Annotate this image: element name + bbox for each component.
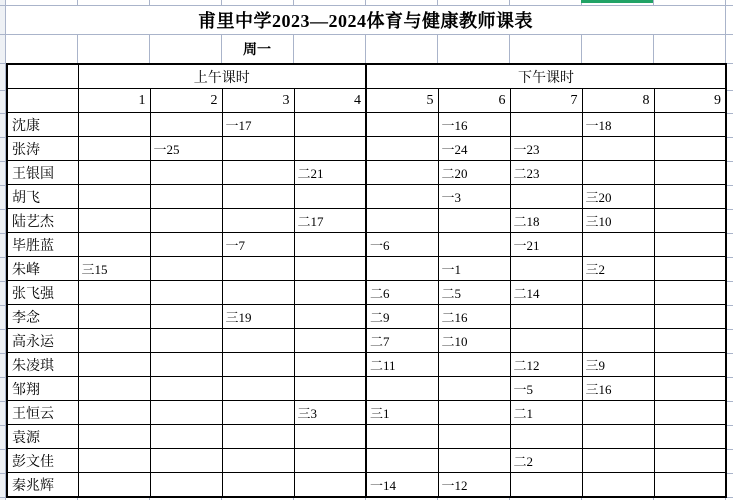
teacher-name-cell[interactable]: 王恒云 [7,401,78,425]
schedule-cell[interactable] [510,473,582,498]
schedule-cell[interactable] [654,329,726,353]
period-header-2[interactable]: 2 [150,89,222,113]
schedule-cell[interactable] [654,233,726,257]
schedule-cell[interactable] [654,257,726,281]
schedule-cell[interactable] [654,209,726,233]
schedule-cell[interactable] [78,137,150,161]
schedule-cell[interactable] [222,353,294,377]
schedule-cell[interactable] [78,209,150,233]
teacher-row [7,425,726,449]
schedule-cell[interactable] [366,209,438,233]
teacher-name-cell[interactable]: 张飞强 [7,281,78,305]
schedule-cell[interactable]: 三15 [78,257,150,281]
schedule-cell[interactable] [582,281,654,305]
schedule-cell[interactable]: 一12 [438,473,510,498]
schedule-cell[interactable] [438,449,510,473]
teacher-name-cell[interactable]: 毕胜蓝 [7,233,78,257]
teacher-row [7,161,726,185]
schedule-cell[interactable] [150,233,222,257]
schedule-cell[interactable] [222,329,294,353]
schedule-cell[interactable] [366,161,438,185]
teacher-row [7,257,726,281]
schedule-cell[interactable] [78,425,150,449]
schedule-cell[interactable] [438,233,510,257]
schedule-cell[interactable] [222,377,294,401]
timetable [6,63,727,498]
schedule-cell[interactable] [654,401,726,425]
schedule-cell[interactable] [366,185,438,209]
schedule-cell[interactable] [222,401,294,425]
schedule-cell[interactable] [294,257,366,281]
schedule-cell[interactable] [654,425,726,449]
schedule-cell[interactable]: 二17 [294,209,366,233]
period-header-1[interactable]: 1 [78,89,150,113]
schedule-cell[interactable]: 二6 [366,281,438,305]
schedule-cell[interactable] [582,161,654,185]
section-header-row [7,64,726,89]
schedule-cell[interactable] [294,113,366,137]
schedule-cell[interactable] [582,329,654,353]
schedule-cell[interactable]: 一7 [222,233,294,257]
teacher-row [7,353,726,377]
schedule-cell[interactable] [294,473,366,498]
teacher-name-cell[interactable]: 李念 [7,305,78,329]
schedule-cell[interactable] [294,233,366,257]
teacher-name-cell[interactable]: 张涛 [7,137,78,161]
schedule-cell[interactable] [222,185,294,209]
teacher-name-cell[interactable]: 邹翔 [7,377,78,401]
schedule-cell[interactable] [78,449,150,473]
teacher-name-cell[interactable]: 朱凌琪 [7,353,78,377]
schedule-cell[interactable] [582,473,654,498]
morning-header[interactable]: 上午课时 [78,64,366,89]
schedule-cell[interactable] [438,425,510,449]
teacher-name-cell[interactable]: 陆艺杰 [7,209,78,233]
schedule-cell[interactable] [510,425,582,449]
schedule-cell[interactable]: 三3 [294,401,366,425]
period-header-6[interactable]: 6 [438,89,510,113]
schedule-cell[interactable] [150,185,222,209]
schedule-cell[interactable]: 二2 [510,449,582,473]
teacher-name-cell[interactable]: 高永运 [7,329,78,353]
teacher-row [7,377,726,401]
teacher-row [7,137,726,161]
schedule-cell[interactable] [294,281,366,305]
teacher-row [7,281,726,305]
period-header-8[interactable]: 8 [582,89,654,113]
schedule-cell[interactable]: 一14 [366,473,438,498]
schedule-cell[interactable] [582,425,654,449]
schedule-cell[interactable] [582,449,654,473]
weekday-label: 周一 [243,42,271,58]
schedule-cell[interactable]: 二10 [438,329,510,353]
schedule-cell[interactable] [366,449,438,473]
schedule-cell[interactable] [78,353,150,377]
schedule-cell[interactable] [78,281,150,305]
schedule-cell[interactable]: 二1 [510,401,582,425]
schedule-cell[interactable] [582,401,654,425]
schedule-cell[interactable]: 一3 [438,185,510,209]
schedule-cell[interactable] [654,473,726,498]
schedule-cell[interactable]: 一25 [150,137,222,161]
teacher-name-cell[interactable]: 秦兆辉 [7,473,78,498]
schedule-cell[interactable] [654,305,726,329]
schedule-cell[interactable]: 三20 [582,185,654,209]
schedule-cell[interactable] [366,377,438,401]
schedule-cell[interactable]: 二21 [294,161,366,185]
schedule-cell[interactable] [150,281,222,305]
teacher-name-cell[interactable]: 袁源 [7,425,78,449]
schedule-cell[interactable]: 一1 [438,257,510,281]
schedule-cell[interactable] [438,401,510,425]
schedule-cell[interactable] [366,257,438,281]
teacher-row [7,401,726,425]
sheet-title-cell[interactable] [6,6,725,34]
schedule-cell[interactable] [294,329,366,353]
schedule-cell[interactable] [150,113,222,137]
period-number-row [7,89,726,113]
schedule-cell[interactable] [222,473,294,498]
schedule-cell[interactable] [582,305,654,329]
schedule-cell[interactable]: 三9 [582,353,654,377]
teacher-name-cell[interactable]: 彭文佳 [7,449,78,473]
corner-cell[interactable] [7,64,78,89]
corner-cell-2[interactable] [7,89,78,113]
schedule-cell[interactable] [654,161,726,185]
schedule-cell[interactable] [150,377,222,401]
teacher-name-cell[interactable]: 朱峰 [7,257,78,281]
schedule-cell[interactable] [222,209,294,233]
schedule-cell[interactable] [510,257,582,281]
teacher-row [7,449,726,473]
schedule-cell[interactable]: 二14 [510,281,582,305]
selection-highlight [581,0,653,3]
schedule-cell[interactable] [222,425,294,449]
schedule-cell[interactable]: 二9 [366,305,438,329]
schedule-cell[interactable] [150,353,222,377]
period-header-7[interactable]: 7 [510,89,582,113]
schedule-cell[interactable] [510,185,582,209]
teacher-row [7,113,726,137]
schedule-cell[interactable] [654,185,726,209]
schedule-cell[interactable] [366,425,438,449]
schedule-cell[interactable] [150,329,222,353]
schedule-cell[interactable] [222,281,294,305]
schedule-cell[interactable]: 二16 [438,305,510,329]
schedule-cell[interactable]: 三19 [222,305,294,329]
schedule-cell[interactable]: 一23 [510,137,582,161]
schedule-cell[interactable] [78,161,150,185]
schedule-cell[interactable] [654,449,726,473]
schedule-cell[interactable] [510,305,582,329]
schedule-cell[interactable] [150,161,222,185]
sheet-title: 甫里中学2023—2024体育与健康教师课表 [198,11,533,31]
schedule-cell[interactable]: 三16 [582,377,654,401]
schedule-cell[interactable]: 二11 [366,353,438,377]
schedule-cell[interactable]: 二7 [366,329,438,353]
schedule-cell[interactable] [654,377,726,401]
schedule-cell[interactable] [366,137,438,161]
schedule-cell[interactable] [78,377,150,401]
schedule-cell[interactable] [78,329,150,353]
schedule-cell[interactable] [510,113,582,137]
schedule-cell[interactable] [582,137,654,161]
schedule-cell[interactable] [78,305,150,329]
teacher-name-cell[interactable]: 沈康 [7,113,78,137]
schedule-cell[interactable]: 一17 [222,113,294,137]
period-header-9[interactable]: 9 [654,89,726,113]
schedule-cell[interactable] [654,281,726,305]
teacher-row [7,185,726,209]
schedule-cell[interactable]: 二12 [510,353,582,377]
teacher-row [7,305,726,329]
schedule-cell[interactable] [510,329,582,353]
schedule-cell[interactable]: 一16 [438,113,510,137]
period-header-4[interactable]: 4 [294,89,366,113]
schedule-cell[interactable] [150,305,222,329]
teacher-row [7,233,726,257]
schedule-cell[interactable] [78,113,150,137]
schedule-cell[interactable]: 二18 [510,209,582,233]
schedule-cell[interactable] [222,161,294,185]
schedule-cell[interactable] [150,209,222,233]
schedule-cell[interactable] [150,449,222,473]
schedule-cell[interactable]: 一18 [582,113,654,137]
schedule-cell[interactable]: 三2 [582,257,654,281]
schedule-cell[interactable]: 二5 [438,281,510,305]
schedule-cell[interactable] [222,257,294,281]
schedule-cell[interactable] [78,473,150,498]
schedule-cell[interactable] [294,353,366,377]
schedule-cell[interactable] [78,233,150,257]
schedule-cell[interactable] [150,473,222,498]
schedule-cell[interactable] [294,305,366,329]
schedule-cell[interactable] [366,113,438,137]
afternoon-header[interactable]: 下午课时 [366,64,726,89]
schedule-cell[interactable] [222,137,294,161]
schedule-cell[interactable] [654,113,726,137]
schedule-cell[interactable]: 一5 [510,377,582,401]
schedule-cell[interactable]: 一21 [510,233,582,257]
schedule-cell[interactable] [438,353,510,377]
teacher-row [7,473,726,498]
schedule-cell[interactable] [150,257,222,281]
teacher-name-cell[interactable]: 王银国 [7,161,78,185]
schedule-cell[interactable] [654,137,726,161]
schedule-cell[interactable]: 一6 [366,233,438,257]
sheet-gridline-horizontal [0,34,733,35]
schedule-cell[interactable]: 三1 [366,401,438,425]
schedule-cell[interactable] [438,377,510,401]
schedule-cell[interactable]: 一24 [438,137,510,161]
schedule-cell[interactable]: 二20 [438,161,510,185]
schedule-cell[interactable] [294,425,366,449]
schedule-cell[interactable] [78,401,150,425]
weekday-cell[interactable] [221,34,293,63]
period-header-5[interactable]: 5 [366,89,438,113]
schedule-cell[interactable] [150,425,222,449]
teacher-name-cell[interactable]: 胡飞 [7,185,78,209]
schedule-cell[interactable] [222,449,294,473]
schedule-cell[interactable] [294,449,366,473]
schedule-cell[interactable] [150,401,222,425]
schedule-cell[interactable] [78,185,150,209]
schedule-cell[interactable] [294,137,366,161]
schedule-cell[interactable]: 三10 [582,209,654,233]
schedule-cell[interactable] [438,209,510,233]
schedule-cell[interactable] [294,377,366,401]
schedule-cell[interactable]: 二23 [510,161,582,185]
schedule-cell[interactable] [294,185,366,209]
schedule-cell[interactable] [582,233,654,257]
schedule-cell[interactable] [654,353,726,377]
period-header-3[interactable]: 3 [222,89,294,113]
teacher-row [7,329,726,353]
teacher-row [7,209,726,233]
